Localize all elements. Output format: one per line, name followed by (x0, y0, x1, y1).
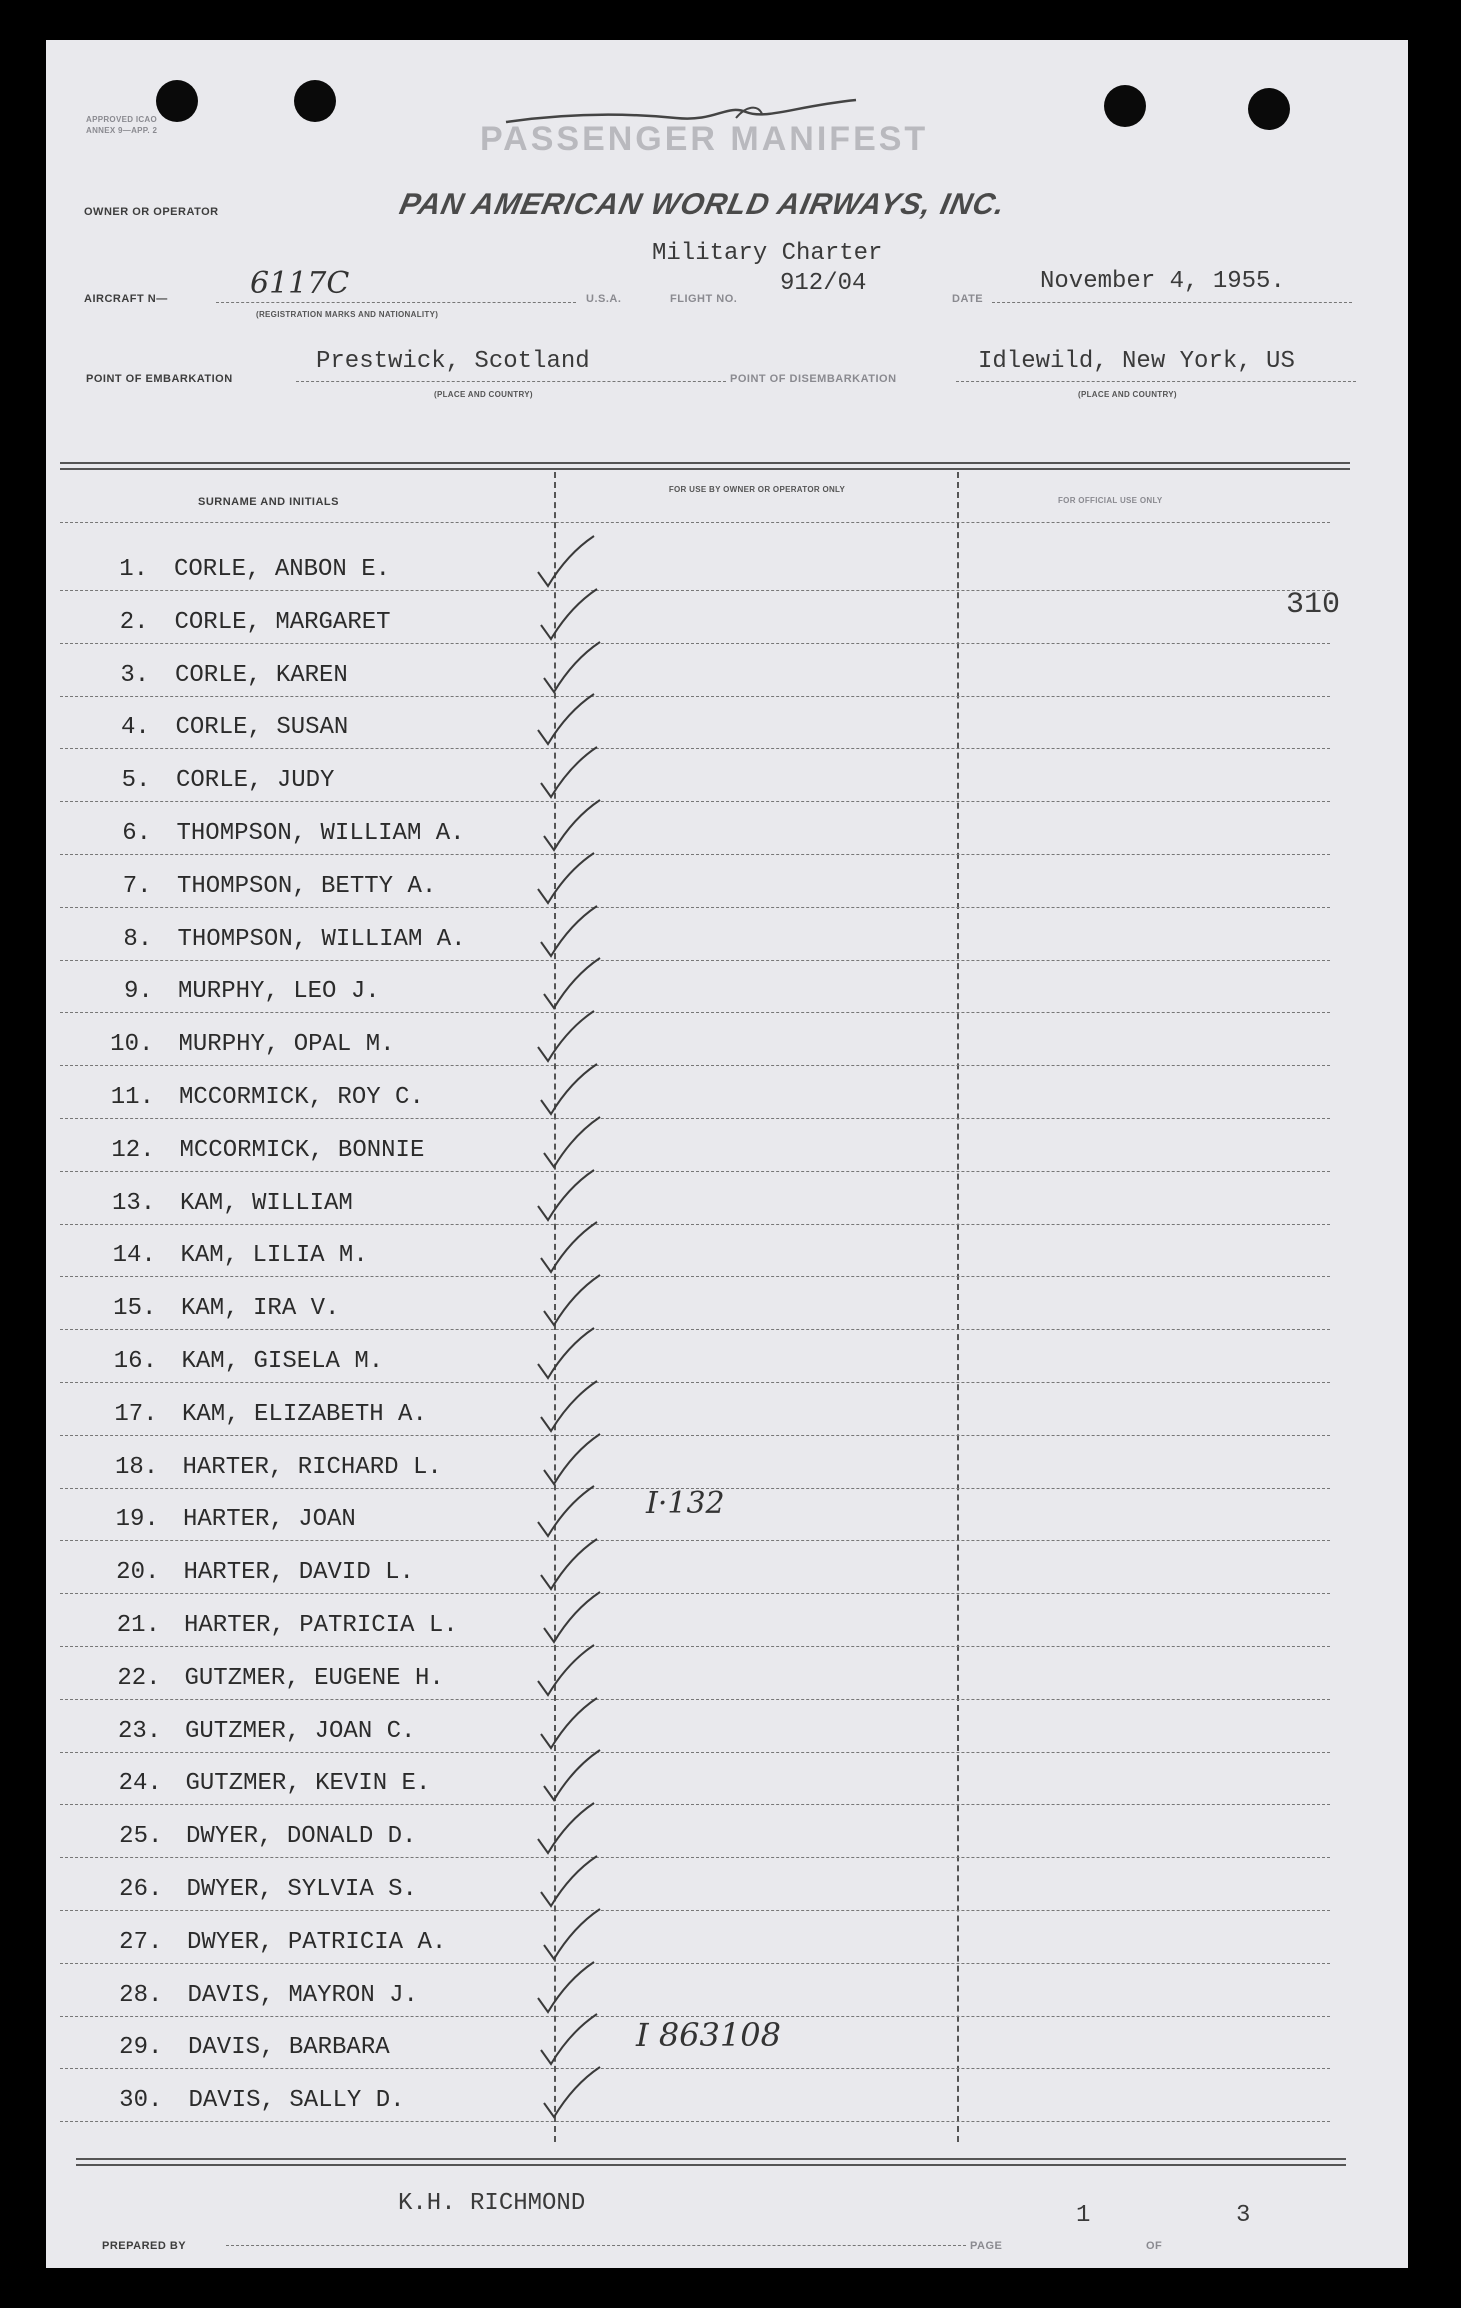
check-mark-icon (538, 1746, 608, 1806)
check-mark-icon (538, 954, 608, 1014)
row-line (60, 1804, 1330, 1805)
check-mark-icon (535, 2010, 605, 2070)
approval-text: APPROVED ICAO ANNEX 9—APP. 2 (86, 115, 158, 135)
table-bottom-rule (76, 2158, 1346, 2160)
row-line (60, 1118, 1330, 1119)
check-mark-icon (538, 796, 608, 856)
row-line (60, 1065, 1330, 1066)
row-line (60, 1963, 1330, 1964)
row-line (60, 1276, 1330, 1277)
row-number: 23. (117, 1717, 162, 1745)
row-line (60, 2068, 1330, 2069)
row-line (60, 696, 1330, 697)
passenger-name: MURPHY, LEO J. (178, 978, 380, 1006)
date-value: November 4, 1955. (1040, 268, 1285, 295)
registration-caption: (REGISTRATION MARKS AND NATIONALITY) (256, 310, 439, 319)
check-mark-icon (535, 902, 605, 962)
row-number: 9. (123, 978, 153, 1006)
check-mark-icon (535, 1377, 605, 1437)
passenger-name: THOMPSON, WILLIAM A. (177, 925, 466, 953)
disembarkation-value: Idlewild, New York, US (978, 348, 1295, 375)
check-mark-icon (532, 532, 602, 592)
prepared-value: K.H. RICHMOND (398, 2190, 586, 2217)
check-mark-icon (535, 1535, 605, 1595)
row-line (60, 1382, 1330, 1383)
col-official-header: FOR OFFICIAL USE ONLY (1058, 496, 1163, 505)
note-row-19: I·132 (646, 1486, 725, 1521)
row-line (60, 1910, 1330, 1911)
passenger-name: MCCORMICK, BONNIE (179, 1136, 425, 1164)
signature-scribble (496, 92, 866, 132)
row-number: 24. (118, 1770, 162, 1798)
manifest-sheet (46, 40, 1408, 2268)
table-bottom-rule (76, 2164, 1346, 2166)
check-mark-icon (535, 743, 605, 803)
row-line (60, 1752, 1330, 1753)
row-line (60, 907, 1330, 908)
row-number: 30. (119, 2087, 163, 2115)
row-number: 8. (123, 925, 153, 953)
row-line (60, 1540, 1330, 1541)
row-number: 2. (119, 608, 149, 636)
passenger-name: DAVIS, MAYRON J. (187, 1981, 418, 2009)
check-mark-icon (535, 1060, 605, 1120)
row-number: 22. (117, 1664, 161, 1692)
passenger-name: MURPHY, OPAL M. (178, 1031, 395, 1059)
passenger-name: CORLE, KAREN (175, 661, 348, 689)
official-mark: 310 (1286, 588, 1341, 622)
punch-hole (1104, 85, 1146, 127)
row-line (60, 1329, 1330, 1330)
date-line (992, 302, 1352, 303)
passenger-name: HARTER, RICHARD L. (182, 1453, 442, 1481)
row-number: 28. (119, 1981, 163, 2009)
disembarkation-line (956, 381, 1356, 382)
row-number: 5. (121, 767, 151, 795)
flight-label: FLIGHT NO. (670, 293, 738, 305)
check-mark-icon (532, 690, 602, 750)
row-number: 18. (114, 1453, 159, 1481)
passenger-name: THOMPSON, WILLIAM A. (176, 820, 465, 847)
col-surname-header: SURNAME AND INITIALS (198, 496, 339, 508)
check-mark-icon (535, 1852, 605, 1912)
check-mark-icon (538, 1271, 608, 1331)
passenger-name: MCCORMICK, ROY C. (179, 1084, 424, 1111)
page-label: PAGE (970, 2240, 1003, 2252)
check-mark-icon (535, 1694, 605, 1754)
header-underline (60, 522, 1330, 523)
prepared-line (226, 2245, 966, 2246)
col-owner-header: FOR USE BY OWNER OR OPERATOR ONLY (668, 485, 846, 494)
row-number: 10. (110, 1031, 154, 1059)
row-line (60, 1012, 1330, 1013)
table-top-rule (60, 462, 1350, 464)
passenger-name: KAM, ELIZABETH A. (182, 1400, 427, 1428)
check-mark-icon (538, 2063, 608, 2123)
note-row-29: I 863108 (636, 2016, 781, 2054)
row-line (60, 2121, 1330, 2122)
row-line (60, 1593, 1330, 1594)
column-divider (957, 472, 959, 2142)
of-label: OF (1146, 2240, 1163, 2252)
page-total: 3 (1236, 2202, 1251, 2229)
table-top-rule (60, 468, 1350, 470)
row-line (60, 854, 1330, 855)
date-label: DATE (952, 293, 984, 305)
row-line (60, 960, 1330, 961)
passenger-name: DWYER, SYLVIA S. (186, 1876, 417, 1903)
passenger-name: GUTZMER, EUGENE H. (184, 1664, 444, 1692)
row-number: 26. (119, 1876, 163, 1903)
check-mark-icon (532, 1166, 602, 1226)
passenger-name: DAVIS, SALLY D. (188, 2087, 405, 2115)
row-number: 3. (120, 661, 150, 689)
passenger-name: CORLE, JUDY (176, 767, 335, 795)
check-mark-icon (532, 1641, 602, 1701)
aircraft-value: 6117C (250, 266, 350, 301)
punch-hole (294, 80, 336, 122)
row-line (60, 748, 1330, 749)
row-number: 6. (122, 820, 151, 847)
passenger-name: KAM, LILIA M. (180, 1242, 368, 1270)
check-mark-icon (532, 1799, 602, 1859)
row-number: 11. (110, 1084, 154, 1111)
row-number: 13. (111, 1189, 156, 1217)
row-line (60, 1646, 1330, 1647)
disembarkation-label: POINT OF DISEMBARKATION (730, 373, 897, 385)
row-number: 25. (119, 1823, 163, 1851)
row-number: 19. (115, 1506, 159, 1534)
punch-hole (1248, 88, 1290, 130)
check-mark-icon (532, 1958, 602, 2018)
row-number: 20. (116, 1559, 160, 1587)
check-mark-icon (538, 1430, 608, 1490)
passenger-name: DAVIS, BARBARA (188, 2034, 390, 2062)
passenger-name: CORLE, SUSAN (175, 714, 349, 742)
check-mark-icon (535, 585, 605, 645)
row-number: 16. (113, 1348, 157, 1375)
row-number: 17. (114, 1400, 158, 1428)
flight-number: 912/04 (780, 270, 867, 297)
check-mark-icon (535, 1218, 605, 1278)
check-mark-icon (532, 1007, 602, 1067)
passenger-name: HARTER, DAVID L. (183, 1559, 414, 1587)
row-number: 14. (112, 1242, 156, 1270)
row-line (60, 643, 1330, 644)
row-number: 1. (119, 556, 148, 583)
form-title: PASSENGER MANIFEST (480, 120, 929, 158)
check-mark-icon (538, 638, 608, 698)
operator-name: PAN AMERICAN WORLD AIRWAYS, INC. (396, 188, 1009, 221)
aircraft-line (216, 302, 576, 303)
passenger-name: KAM, IRA V. (181, 1295, 340, 1323)
row-line (60, 1171, 1330, 1172)
row-number: 4. (120, 714, 150, 742)
place-caption-disembark: (PLACE AND COUNTRY) (1078, 390, 1177, 399)
owner-label: OWNER OR OPERATOR (84, 206, 219, 218)
row-line (60, 1224, 1330, 1225)
passenger-name: KAM, GISELA M. (181, 1348, 384, 1375)
passenger-name: CORLE, MARGARET (174, 608, 391, 636)
row-number: 21. (116, 1612, 160, 1639)
passenger-name: CORLE, ANBON E. (174, 556, 391, 583)
row-line (60, 1699, 1330, 1700)
row-number: 29. (119, 2034, 163, 2062)
passenger-name: KAM, WILLIAM (180, 1189, 353, 1217)
aircraft-label: AIRCRAFT N— (84, 293, 168, 305)
check-mark-icon (538, 1113, 608, 1173)
row-line (60, 1435, 1330, 1436)
embarkation-value: Prestwick, Scotland (316, 348, 590, 375)
row-line (60, 1857, 1330, 1858)
place-caption-embark: (PLACE AND COUNTRY) (434, 390, 533, 399)
usa-label: U.S.A. (586, 293, 622, 305)
row-number: 15. (113, 1295, 157, 1323)
row-line (60, 590, 1330, 591)
flight-heading: Military Charter (652, 240, 883, 267)
row-line (60, 801, 1330, 802)
passenger-name: HARTER, JOAN (183, 1506, 356, 1534)
embarkation-line (296, 381, 726, 382)
check-mark-icon (538, 1588, 608, 1648)
row-number: 27. (119, 1928, 163, 1956)
passenger-name: DWYER, PATRICIA A. (187, 1928, 447, 1956)
passenger-name: HARTER, PATRICIA L. (184, 1612, 458, 1639)
row-number: 12. (111, 1136, 155, 1164)
embarkation-label: POINT OF EMBARKATION (86, 373, 233, 385)
prepared-label: PREPARED BY (102, 2240, 187, 2252)
check-mark-icon (532, 849, 602, 909)
check-mark-icon (532, 1324, 602, 1384)
check-mark-icon (532, 1482, 602, 1542)
check-mark-icon (538, 1905, 608, 1965)
passenger-name: THOMPSON, BETTY A. (177, 872, 437, 900)
passenger-name: DWYER, DONALD D. (186, 1823, 417, 1851)
page-number: 1 (1076, 2202, 1091, 2229)
row-number: 7. (122, 872, 152, 900)
passenger-name: GUTZMER, KEVIN E. (185, 1770, 431, 1798)
passenger-name: GUTZMER, JOAN C. (185, 1717, 416, 1745)
